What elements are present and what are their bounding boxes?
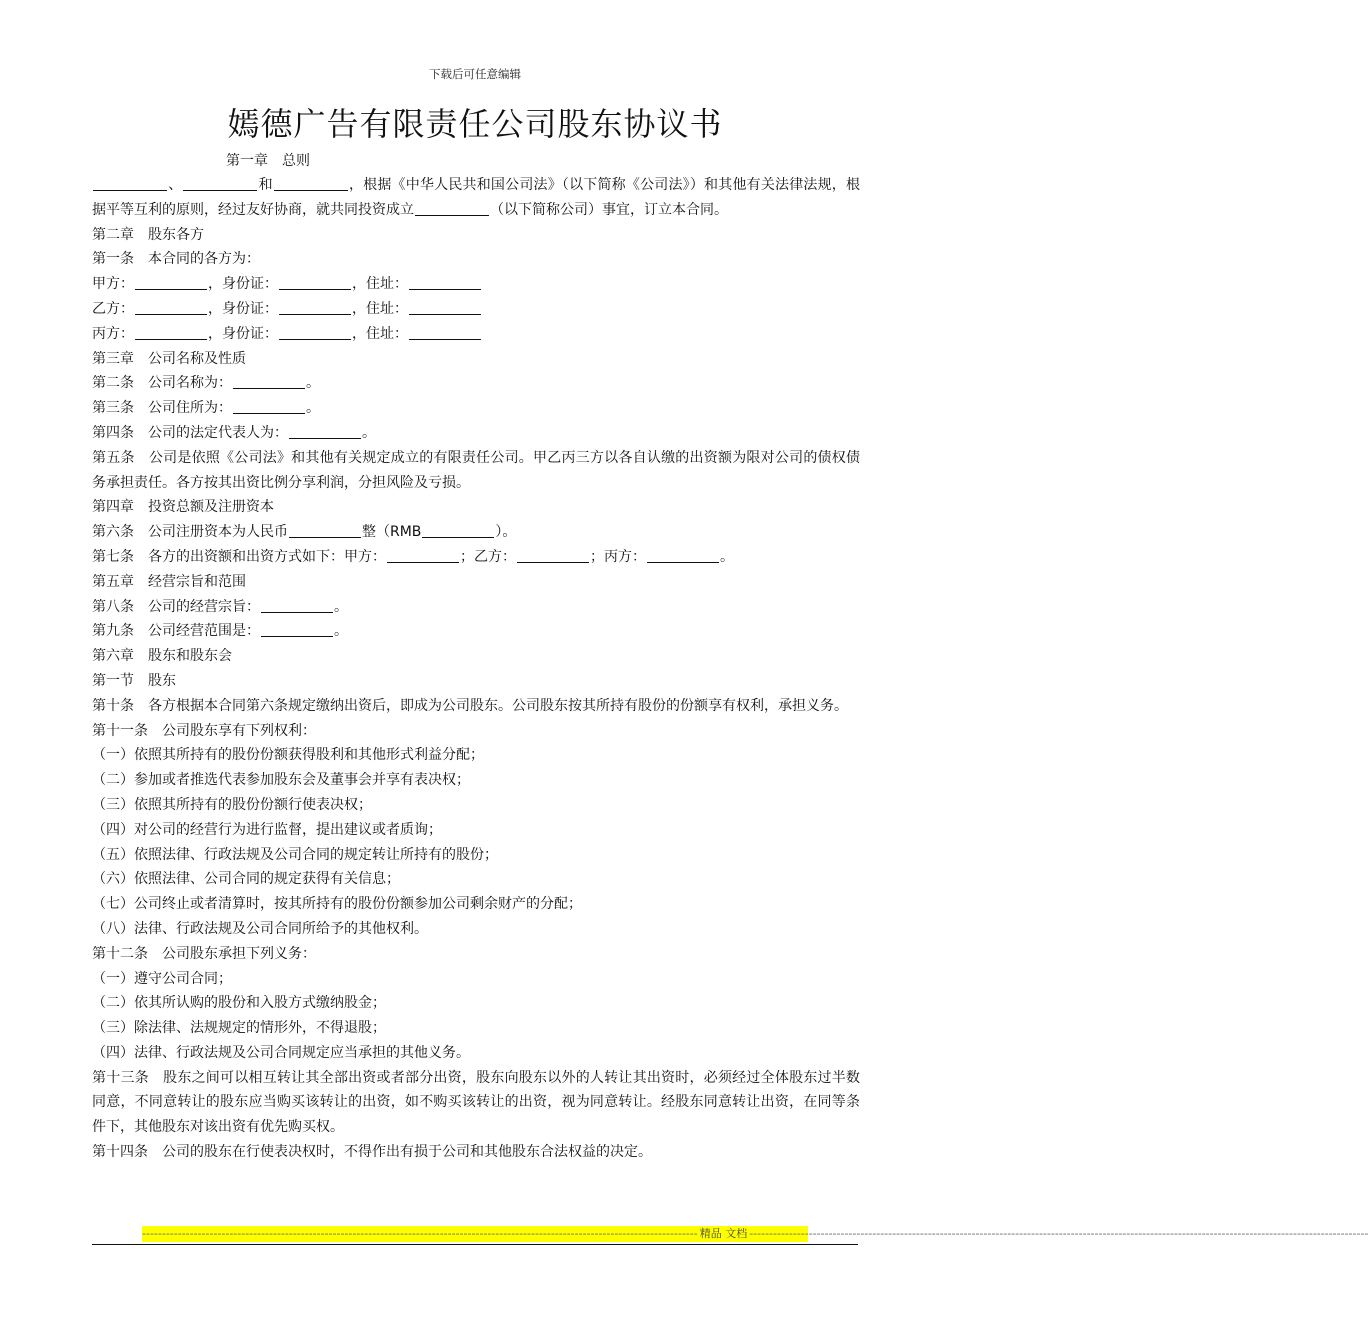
- right-item: （五）依照法律、行政法规及公司合同的规定转让所持有的股份；: [92, 846, 498, 863]
- chapter-5-heading: [92, 570, 860, 595]
- right-item: （三）依照其所持有的股份份额行使表决权；: [92, 796, 372, 813]
- article-label: 第十三条: [92, 1069, 149, 1086]
- article-label: 第一条: [92, 251, 134, 268]
- article-3: [92, 396, 860, 421]
- duty-item: （二）依其所认购的股份和入股方式缴纳股金；: [92, 995, 386, 1012]
- article-text: 公司注册资本为人民币: [148, 524, 288, 541]
- chapter-3-heading: [92, 347, 860, 372]
- article-11: [92, 719, 860, 744]
- article-text: 各方根据本合同第六条规定缴纳出资后，即成为公司股东。公司股东按其所持有股份的份额享有权利，承担义务。: [148, 697, 848, 714]
- blank-field[interactable]: [233, 398, 305, 414]
- blank-field[interactable]: [261, 621, 333, 637]
- party-line-c: [92, 322, 860, 347]
- article-text: 各方的出资额和出资方式如下：甲方：: [148, 548, 386, 565]
- document-title: 嫣德广告有限责任公司股东协议书: [227, 105, 723, 143]
- intro-paragraph: [92, 173, 860, 223]
- article-text: 公司股东享有下列权利：: [162, 722, 316, 739]
- blank-field[interactable]: [279, 274, 351, 290]
- article-label: 第四条: [92, 424, 134, 441]
- party-name: 甲方：: [92, 276, 134, 293]
- blank-field[interactable]: [422, 522, 494, 538]
- blank-field[interactable]: [93, 175, 167, 191]
- blank-field[interactable]: [135, 324, 207, 340]
- party-name: 丙方：: [92, 325, 134, 342]
- article-7: [92, 545, 860, 570]
- party-line-a: [92, 272, 860, 297]
- article-label: 第十四条: [92, 1144, 148, 1161]
- article-5: [92, 446, 860, 496]
- intro-separator: 和: [258, 177, 273, 193]
- right-item: （八）法律、行政法规及公司合同所给予的其他权利。: [92, 920, 428, 937]
- article-6: [92, 520, 860, 545]
- blank-field[interactable]: [517, 547, 589, 563]
- article-end: 。: [334, 598, 348, 615]
- right-item: （四）对公司的经营行为进行监督，提出建议或者质询；: [92, 821, 442, 838]
- section-1-heading: [92, 669, 860, 694]
- chapter-name: 股东和股东会: [148, 648, 232, 665]
- party-id-label: ，身份证：: [208, 300, 278, 317]
- article-text: 公司的经营宗旨：: [148, 598, 260, 615]
- blank-field[interactable]: [409, 274, 481, 290]
- party-address-label: ，住址：: [352, 325, 408, 342]
- intro-text: ，根据《中华人民共和国公司法》（以下简称《公司法》）和其他有关法律法规，根据平等互利的原则，经过友好协商，就共同投资成立: [92, 177, 860, 218]
- blank-field[interactable]: [233, 373, 305, 389]
- blank-field[interactable]: [135, 299, 207, 315]
- chapter-name: 投资总额及注册资本: [148, 499, 274, 516]
- article-label: 第十二条: [92, 945, 148, 962]
- duty-item: （四）法律、行政法规及公司合同规定应当承担的其他义务。: [92, 1044, 470, 1061]
- article-8: [92, 595, 860, 620]
- article-label: 第三条: [92, 400, 134, 417]
- party-id-label: ，身份证：: [208, 325, 278, 342]
- article-text: 股东之间可以相互转让其全部出资或者部分出资，股东向股东以外的人转让其出资时，必须经过全体股东过半数同意，不同意转让的股东应当购买该转让的出资，如不购买该转让的出资，视为同意转让。经股东同意转让出资，在同等条件下，其他股东对该出资有优先购买权。: [92, 1069, 860, 1136]
- blank-field[interactable]: [409, 324, 481, 340]
- article-label: 第七条: [92, 548, 134, 565]
- intro-separator: 、: [168, 177, 183, 193]
- section-name: 股东: [148, 672, 176, 689]
- blank-field[interactable]: [261, 597, 333, 613]
- blank-field[interactable]: [279, 324, 351, 340]
- currency-code: RMB: [390, 524, 422, 541]
- article-label: 第十一条: [92, 722, 148, 739]
- article-4: [92, 421, 860, 446]
- blank-field[interactable]: [183, 175, 257, 191]
- article-text: 整（: [362, 524, 390, 541]
- blank-field[interactable]: [647, 547, 719, 563]
- chapter-label: 第三章: [92, 350, 134, 367]
- party-address-label: ，住址：: [352, 276, 408, 293]
- article-label: 第八条: [92, 598, 134, 615]
- article-text: 公司的法定代表人为：: [148, 424, 288, 441]
- intro-text: （以下简称公司）事宜，订立本合同。: [490, 201, 728, 218]
- party-address-label: ，住址：: [352, 300, 408, 317]
- article-end: 。: [306, 375, 320, 392]
- article-end: 。: [720, 548, 734, 565]
- right-item: （二）参加或者推选代表参加股东会及董事会并享有表决权；: [92, 772, 470, 789]
- chapter-name: 经营宗旨和范围: [148, 573, 246, 590]
- article-end: 。: [306, 400, 320, 417]
- article-1: [92, 247, 860, 272]
- article-label: 第二条: [92, 375, 134, 392]
- article-label: 第九条: [92, 623, 134, 640]
- blank-field[interactable]: [289, 423, 361, 439]
- article-text: 公司的股东在行使表决权时，不得作出有损于公司和其他股东合法权益的决定。: [162, 1144, 652, 1161]
- article-end: 。: [362, 424, 376, 441]
- chapter-name: 总则: [282, 153, 310, 169]
- party-name: 乙方：: [92, 300, 134, 317]
- article-text: ；丙方：: [590, 548, 646, 565]
- party-line-b: [92, 297, 860, 322]
- right-item: （一）依照其所持有的股份份额获得股利和其他形式利益分配；: [92, 747, 484, 764]
- blank-field[interactable]: [135, 274, 207, 290]
- chapter-label: 第五章: [92, 573, 134, 590]
- blank-field[interactable]: [409, 299, 481, 315]
- footer-highlight-bar: [142, 1226, 1368, 1242]
- party-id-label: ，身份证：: [208, 276, 278, 293]
- blank-field[interactable]: [279, 299, 351, 315]
- chapter-label: 第六章: [92, 648, 134, 665]
- document-body: [92, 173, 860, 1165]
- blank-field[interactable]: [415, 200, 489, 216]
- article-10: [92, 694, 860, 719]
- article-text: 公司股东承担下列义务：: [162, 945, 316, 962]
- article-text: 公司住所为：: [148, 400, 232, 417]
- chapter-2-heading: [92, 223, 860, 248]
- article-2: [92, 371, 860, 396]
- blank-field[interactable]: [289, 522, 361, 538]
- article-label: 第六条: [92, 524, 134, 541]
- footer-dash-left: --------------------------------------------------------------------------------------------------------------------------------------------: [142, 1227, 698, 1240]
- article-label: 第五条: [92, 449, 135, 466]
- right-item: （六）依照法律、公司合同的规定获得有关信息；: [92, 871, 400, 888]
- article-13: [92, 1066, 860, 1140]
- article-9: [92, 619, 860, 644]
- chapter-label: 第二章: [92, 226, 134, 243]
- chapter-label: 第四章: [92, 499, 134, 516]
- article-label: 第十条: [92, 697, 134, 714]
- chapter-name: 公司名称及性质: [148, 350, 246, 367]
- chapter-1-heading: [226, 150, 310, 172]
- article-end: ）。: [495, 524, 517, 541]
- article-text: 本合同的各方为：: [148, 251, 260, 268]
- blank-field[interactable]: [387, 547, 459, 563]
- chapter-label: 第一章: [226, 153, 268, 169]
- section-label: 第一节: [92, 672, 134, 689]
- article-text: 公司是依照《公司法》和其他有关规定成立的有限责任公司。甲乙丙三方以各自认缴的出资额为限对公司的债权债务承担责任。各方按其出资比例分享利润，分担风险及亏损。: [92, 449, 861, 491]
- article-text: 公司名称为：: [148, 375, 232, 392]
- footer-dash-right: ------------------------------------------------------------------------------------------------------------------------------------------------------------: [749, 1227, 1368, 1240]
- article-14: [92, 1140, 860, 1165]
- article-text: ；乙方：: [460, 548, 516, 565]
- duty-item: （三）除法律、法规规定的情形外，不得退股；: [92, 1020, 386, 1037]
- duty-item: （一）遵守公司合同；: [92, 970, 232, 987]
- chapter-name: 股东各方: [148, 226, 204, 243]
- article-text: 公司经营范围是：: [148, 623, 260, 640]
- article-12: [92, 942, 860, 967]
- header-note: 下载后可任意编辑: [429, 67, 521, 81]
- footer-text: 精品 文档: [699, 1227, 748, 1240]
- blank-field[interactable]: [274, 175, 348, 191]
- footer-rule: [92, 1244, 858, 1245]
- right-item: （七）公司终止或者清算时，按其所持有的股份份额参加公司剩余财产的分配；: [92, 896, 582, 913]
- chapter-6-heading: [92, 644, 860, 669]
- chapter-4-heading: [92, 495, 860, 520]
- article-end: 。: [334, 623, 348, 640]
